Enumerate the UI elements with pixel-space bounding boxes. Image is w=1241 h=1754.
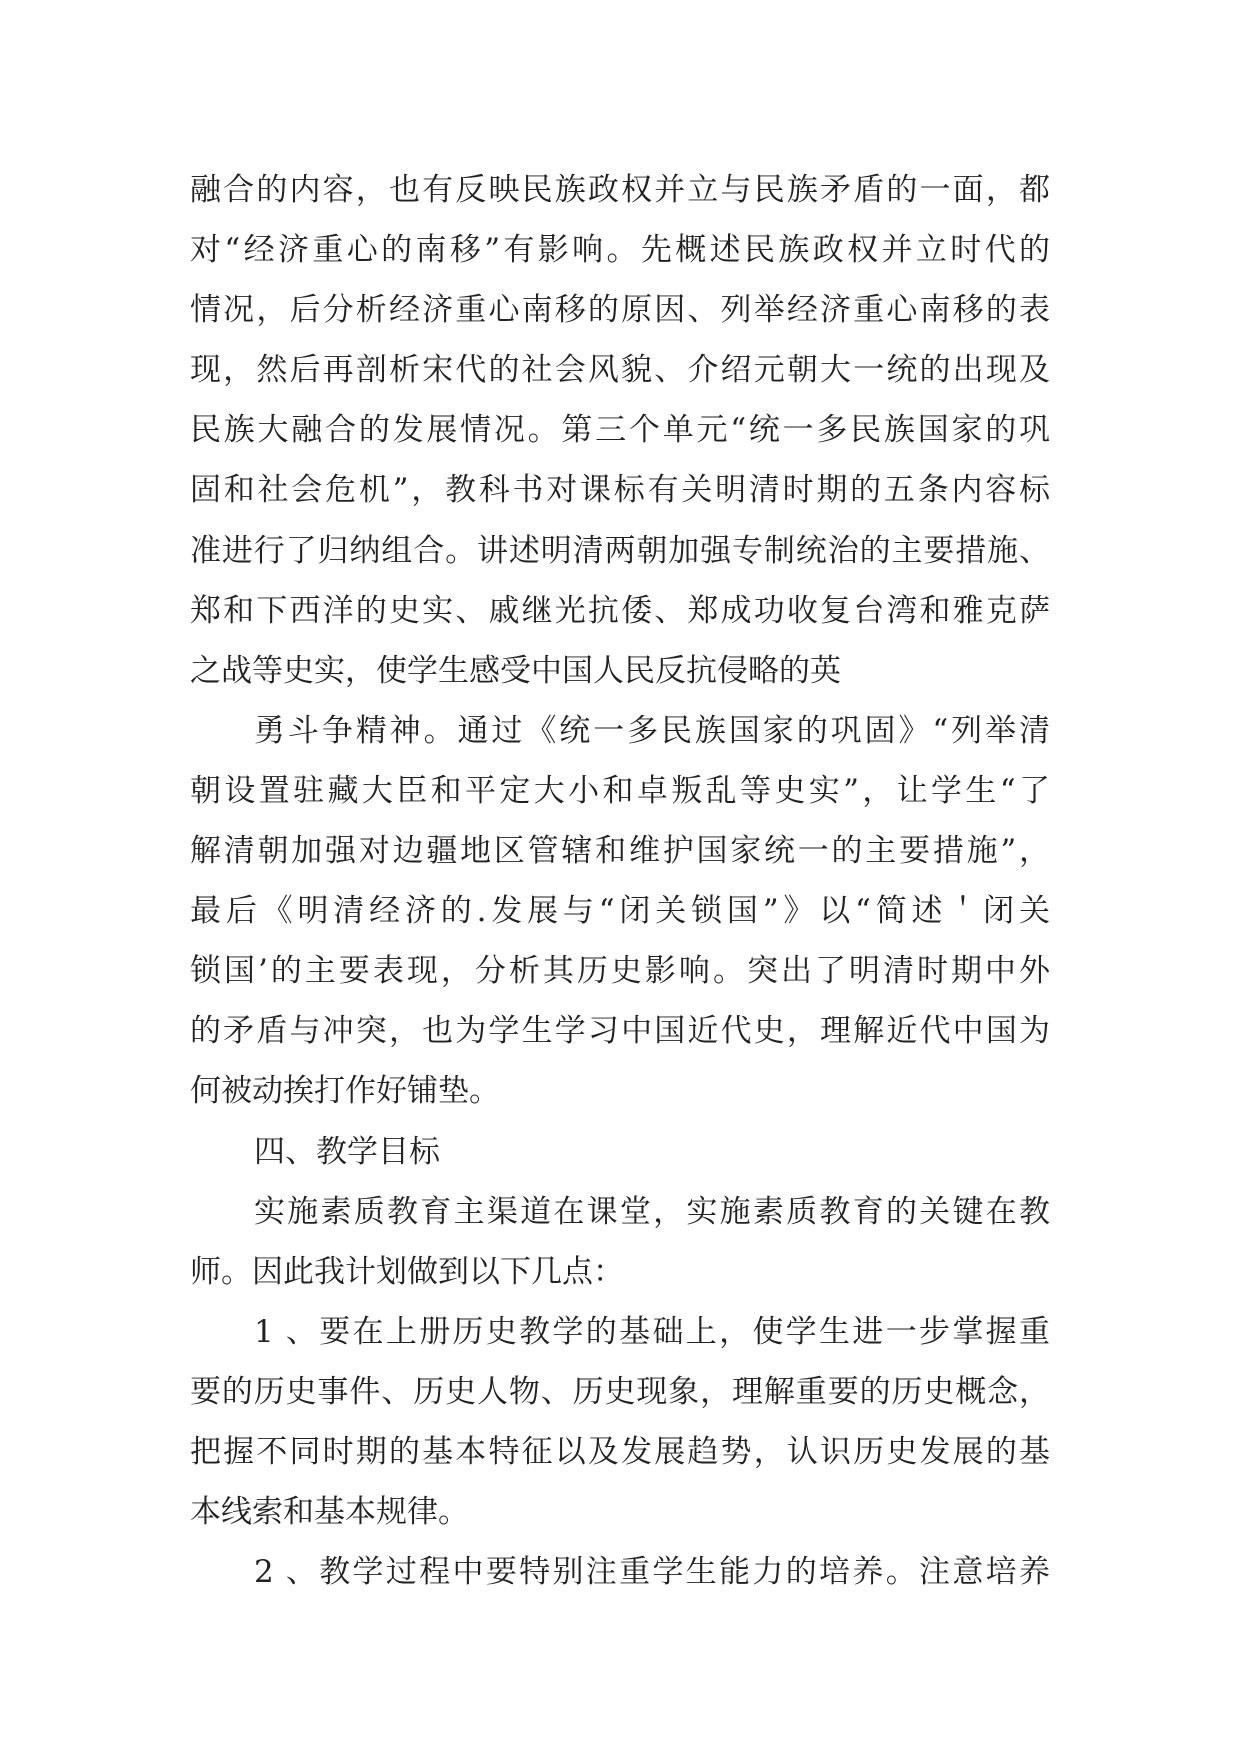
text-line: 勇斗争精神。通过《统一多民族国家的巩固》“列举清: [254, 712, 1050, 749]
text-line: 郑和下西洋的史实、戚继光抗倭、郑成功收复台湾和雅克萨: [190, 592, 1050, 629]
text-line: 朝设置驻藏大臣和平定大小和卓叛乱等史实”，让学生“了: [190, 772, 1050, 809]
text-line: 锁国’的主要表现，分析其历史影响。突出了明清时期中外: [190, 953, 1050, 990]
text-line: 1 、要在上册历史教学的基础上，使学生进一步掌握重: [254, 1313, 1050, 1350]
text-line: 实施素质教育主渠道在课堂，实施素质教育的关键在教: [254, 1193, 1050, 1230]
text-line: 最后《明清经济的.发展与“闭关锁国”》以“简述＇闭关: [190, 893, 1050, 930]
text-line: 解清朝加强对边疆地区管辖和维护国家统一的主要措施”，: [190, 833, 1050, 870]
text-line: 融合的内容，也有反映民族政权并立与民族矛盾的一面，都: [190, 172, 1050, 208]
text-line: 把握不同时期的基本特征以及发展趋势，认识历史发展的基: [190, 1433, 1050, 1470]
text-line: 对“经济重心的南移”有影响。先概述民族政权并立时代的: [190, 232, 1050, 269]
text-line: 师。因此我计划做到以下几点：: [190, 1253, 624, 1290]
text-line: 民族大融合的发展情况。第三个单元“统一多民族国家的巩: [190, 412, 1050, 449]
text-line: 现，然后再剖析宋代的社会风貌、介绍元朝大一统的出现及: [190, 352, 1050, 389]
text-line: 四、教学目标: [254, 1133, 440, 1170]
text-line: 准进行了归纳组合。讲述明清两朝加强专制统治的主要措施、: [190, 532, 1050, 569]
text-line: 固和社会危机”，教科书对课标有关明清时期的五条内容标: [190, 472, 1050, 509]
text-line: 情况，后分析经济重心南移的原因、列举经济重心南移的表: [190, 292, 1050, 329]
text-line: 的矛盾与冲突，也为学生学习中国近代史，理解近代中国为: [190, 1013, 1050, 1050]
text-line: 本线索和基本规律。: [190, 1494, 469, 1531]
text-line: 何被动挨打作好铺垫。: [190, 1073, 500, 1110]
text-line: 要的历史事件、历史人物、历史现象，理解重要的历史概念，: [190, 1373, 1050, 1410]
text-line: 之战等史实，使学生感受中国人民反抗侵略的英: [190, 652, 841, 689]
document-body: [190, 160, 1050, 1602]
text-line: 2 、教学过程中要特别注重学生能力的培养。注意培养: [254, 1554, 1050, 1591]
